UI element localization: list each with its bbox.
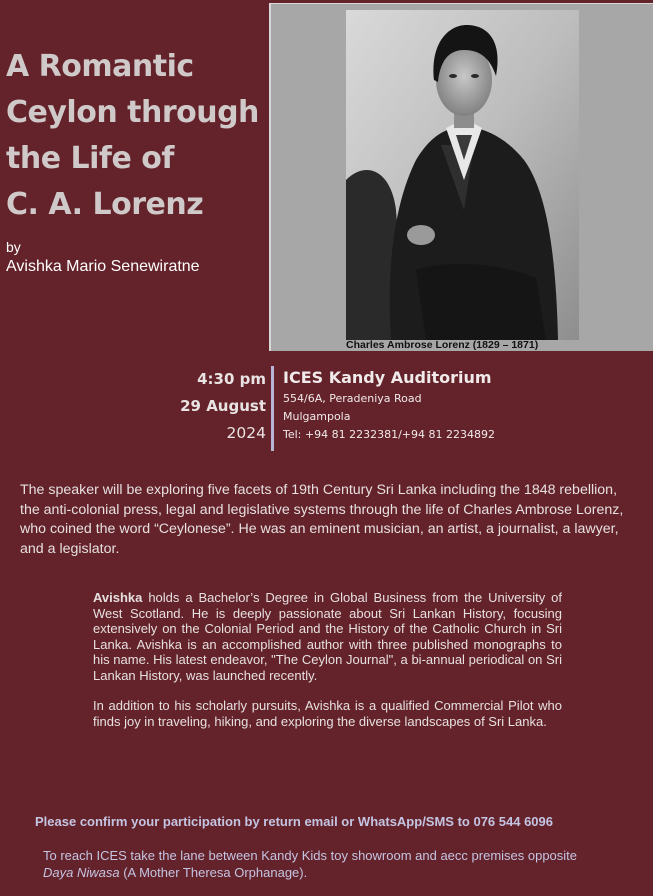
talk-description: The speaker will be exploring five facets of 19th Century Sri Lanka including the 1848 rebellion, the anti-colonial press, legal and legislative systems through the life of Charles Ambrose Lorenz, who coined the word “Ceylonese”. He was an eminent musician, an artist, a journalist, a lawyer, and a legislator.	[20, 482, 624, 557]
directions-note	[43, 847, 603, 881]
event-year: 2024	[226, 424, 266, 442]
event-date: 29 August	[180, 397, 266, 415]
landmark-name: Daya Niwasa	[43, 865, 120, 880]
title-line: C. A. Lorenz	[6, 187, 204, 222]
bio-paragraph	[93, 590, 562, 683]
photo-caption: Charles Ambrose Lorenz (1829 – 1871)	[346, 339, 539, 351]
directions-text: To reach ICES take the lane between Kandy Kids toy showroom and aecc premises opposite	[43, 848, 578, 863]
bio-name: Avishka	[93, 590, 143, 605]
address-line: 554/6A, Peradeniya Road	[283, 392, 422, 405]
telephone: Tel: +94 81 2232381/+94 81 2234892	[283, 428, 495, 441]
venue-name: ICES Kandy Auditorium	[283, 368, 492, 387]
event-datetime	[180, 366, 266, 447]
title-line: the Life of	[6, 141, 174, 176]
title-block	[0, 0, 268, 350]
event-title	[6, 44, 264, 228]
by-label: by	[6, 239, 21, 255]
directions-text-end: (A Mother Theresa Orphanage).	[119, 865, 308, 880]
speaker-bio	[93, 590, 562, 744]
title-line: A Romantic	[6, 49, 194, 84]
bio-text: holds a Bachelor’s Degree in Global Business from the University of West Scotland. He is deeply passionate about Sri Lankan History, focusing extensively on the Colonial Period and the History of the Catholic Church in Sri Lanka. Avishka is an accomplished author with three published monographs to his name. His latest endeavor, "The Ceylon Journal", a bi-annual periodical on Sri Lankan History, was launched recently.	[93, 590, 562, 683]
event-location	[283, 366, 495, 444]
event-time: 4:30 pm	[197, 370, 266, 388]
vertical-divider	[271, 366, 274, 451]
speaker-name: Avishka Mario Senewiratne	[6, 258, 200, 275]
portrait-photo	[346, 10, 579, 340]
bio-paragraph: In addition to his scholarly pursuits, Avishka is a qualified Commercial Pilot who finds joy in traveling, hiking, and exploring the diverse landscapes of Sri Lanka.	[93, 698, 562, 729]
address-city: Mulgampola	[283, 410, 351, 423]
portrait-panel	[269, 3, 653, 351]
rsvp-note: Please confirm your participation by return email or WhatsApp/SMS to 076 544 6096	[35, 814, 553, 829]
title-line: Ceylon through	[6, 95, 259, 130]
